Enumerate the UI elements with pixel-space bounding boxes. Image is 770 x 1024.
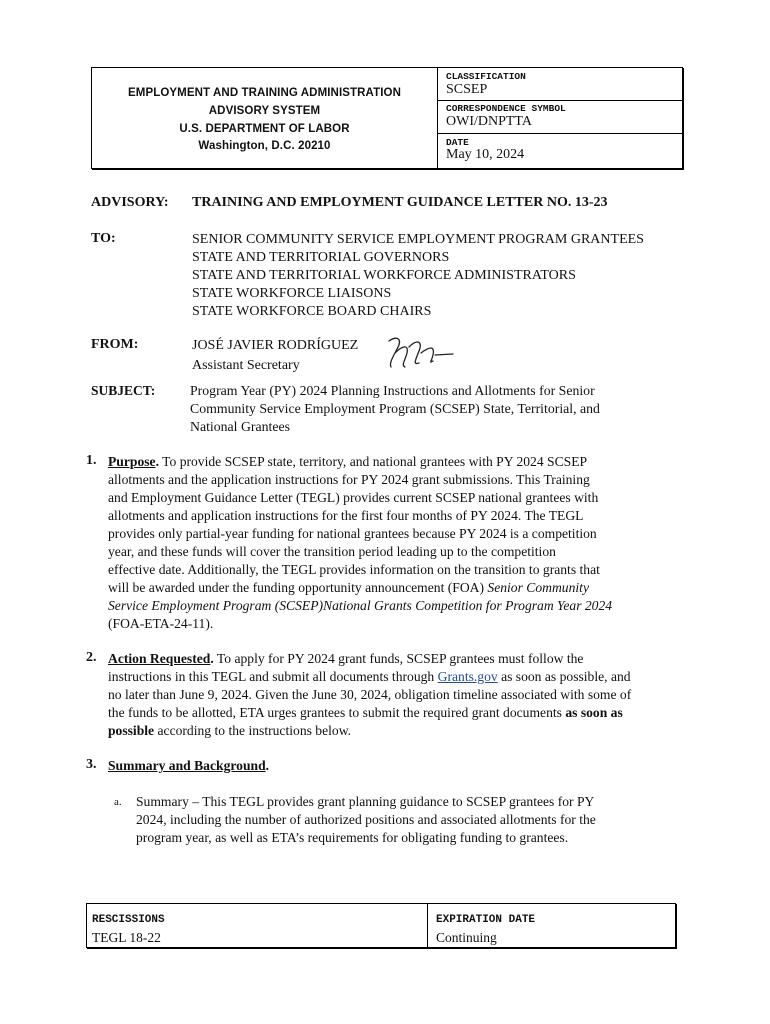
section-2-line: as soon as possible, and — [501, 669, 631, 684]
section-1-body: Purpose. To provide SCSEP state, territory, and national grantees with PY 2024 SCSEP allotments and the application instructions for PY 2024 grant submissions. This Training and Employment Guidance Letter (TEGL) provides current SCSEP national grantees with allotments and application instructions for the first four months of PY 2024. The TEGL provides only partial-year funding for national grantees because PY 2024 is a competition year, and these funds will cover the transition period leading up to the competition effective date. Additionally, the TEGL provides information on the transition to grants that will be awarded under the funding opportunity announcement (FOA) Senior Community Service Employment Program (SCSEP)National Grants Competition for Program Year 2024 (FOA-ETA-24-11). — [108, 453, 708, 633]
date-cell — [438, 134, 682, 168]
recipient-line: STATE WORKFORCE LIAISONS — [192, 286, 392, 301]
correspondence-cell — [438, 101, 682, 134]
classification-cell — [438, 68, 682, 101]
date-value: May 10, 2024 — [446, 147, 525, 162]
header-box — [91, 67, 683, 169]
section-3-heading: Summary and Background — [108, 758, 266, 773]
section-1-line: year, and these funds will cover the transition period leading up to the competition — [108, 544, 556, 559]
section-1-line: To provide SCSEP state, territory, and national grantees with PY 2024 SCSEP — [162, 454, 588, 469]
recipient-line: STATE WORKFORCE BOARD CHAIRS — [192, 304, 432, 319]
agency-department: U.S. DEPARTMENT OF LABOR — [179, 123, 350, 135]
section-2-line: no later than June 9, 2024. Given the June 30, 2024, obligation timeline associated with some of — [108, 687, 632, 702]
section-1-number: 1. — [86, 453, 97, 468]
subsection-a-letter: a. — [114, 796, 122, 808]
subject-label: SUBJECT: — [91, 383, 156, 398]
expiration-value: Continuing — [436, 930, 497, 945]
agency-address: Washington, D.C. 20210 — [198, 140, 331, 152]
foa-id: (FOA-ETA-24-11). — [108, 616, 214, 631]
subsection-a-line: Summary – This TEGL provides grant planning guidance to SCSEP grantees for PY — [136, 794, 595, 809]
date-label: DATE — [446, 137, 469, 148]
section-2-line: the funds to be allotted, ETA urges grantees to submit the required grant documents — [108, 705, 562, 720]
section-1-line: effective date. Additionally, the TEGL provides information on the transition to grants that — [108, 562, 600, 577]
section-2-line: To apply for PY 2024 grant funds, SCSEP grantees must follow the — [216, 651, 584, 666]
recipient-line: STATE AND TERRITORIAL WORKFORCE ADMINISTRATORS — [192, 268, 576, 283]
rescissions-label: RESCISSIONS — [92, 914, 165, 926]
subsection-a-line: program year, as well as ETA’s requirements for obligating funding to grantees. — [136, 830, 569, 845]
correspondence-value: OWI/DNPTTA — [446, 114, 532, 129]
recipient-line: SENIOR COMMUNITY SERVICE EMPLOYMENT PROGRAM GRANTEES — [192, 232, 644, 247]
from-name: JOSÉ JAVIER RODRÍGUEZ — [192, 338, 359, 353]
section-2-number: 2. — [86, 650, 97, 665]
foa-title-part: Senior Community — [487, 580, 589, 595]
advisory-value: TRAINING AND EMPLOYMENT GUIDANCE LETTER NO. 13-23 — [192, 195, 608, 210]
recipient-line: STATE AND TERRITORIAL GOVERNORS — [192, 250, 450, 265]
section-3-heading-line: Summary and Background. — [108, 758, 270, 773]
section-1-line: provides only partial-year funding for national grantees because PY 2024 is a competition — [108, 526, 597, 541]
section-1-line: allotments and application instructions for the first four months of PY 2024. The TEGL — [108, 508, 584, 523]
section-1-line: and Employment Guidance Letter (TEGL) provides current SCSEP national grantees with — [108, 490, 599, 505]
grants-gov-link[interactable]: Grants.gov — [437, 669, 498, 684]
subsection-a-body — [136, 793, 696, 847]
subject-line: National Grantees — [190, 419, 290, 434]
section-2-heading: Action Requested — [108, 651, 211, 666]
section-2-line: instructions in this TEGL and submit all documents through — [108, 669, 435, 684]
section-1-line: allotments and the application instructions for PY 2024 grant submissions. This Training — [108, 472, 590, 487]
agency-system: ADVISORY SYSTEM — [208, 105, 321, 117]
subject-text — [190, 382, 600, 436]
from-title: Assistant Secretary — [192, 358, 300, 373]
rescissions-value: TEGL 18-22 — [92, 930, 161, 945]
to-label: TO: — [91, 231, 116, 246]
classification-value: SCSEP — [446, 82, 488, 97]
section-1-heading: Purpose — [108, 454, 156, 469]
agency-name: EMPLOYMENT AND TRAINING ADMINISTRATION — [128, 87, 401, 99]
section-3-number: 3. — [86, 757, 97, 772]
emphasis-text: possible — [108, 723, 155, 738]
expiration-label: EXPIRATION DATE — [436, 914, 536, 926]
advisory-label: ADVISORY: — [91, 195, 169, 210]
footer-box — [86, 903, 676, 948]
to-recipients — [192, 231, 644, 321]
rescissions-cell — [87, 904, 428, 947]
emphasis-text: as soon as — [565, 705, 623, 720]
section-2-line: according to the instructions below. — [157, 723, 352, 738]
subject-line: Program Year (PY) 2024 Planning Instructions and Allotments for Senior — [190, 383, 595, 398]
section-2-body: Action Requested. To apply for PY 2024 grant funds, SCSEP grantees must follow the instructions in this TEGL and submit all documents through Grants.gov as soon as possible, and no later than June 9, 2024. Given the June 30, 2024, obligation timeline associated with some of the funds to be allotted, ETA urges grantees to submit the required grant documents as soon as possible according to the instructions below. — [108, 650, 708, 740]
subsection-a-line: 2024, including the number of authorized positions and associated allotments for the — [136, 812, 596, 827]
correspondence-label: CORRESPONDENCE SYMBOL — [446, 103, 566, 114]
subject-line: Community Service Employment Program (SCSEP) State, Territorial, and — [190, 401, 600, 416]
agency-block — [92, 68, 438, 168]
signature-image — [383, 333, 458, 373]
from-label: FROM: — [91, 337, 139, 352]
classification-label: CLASSIFICATION — [446, 71, 526, 82]
doc-meta-block — [438, 68, 682, 168]
foa-title-part: Service Employment Program (SCSEP)National Grants Competition for Program Year 2024 — [108, 598, 613, 613]
section-1-line: will be awarded under the funding opportunity announcement (FOA) — [108, 580, 484, 595]
